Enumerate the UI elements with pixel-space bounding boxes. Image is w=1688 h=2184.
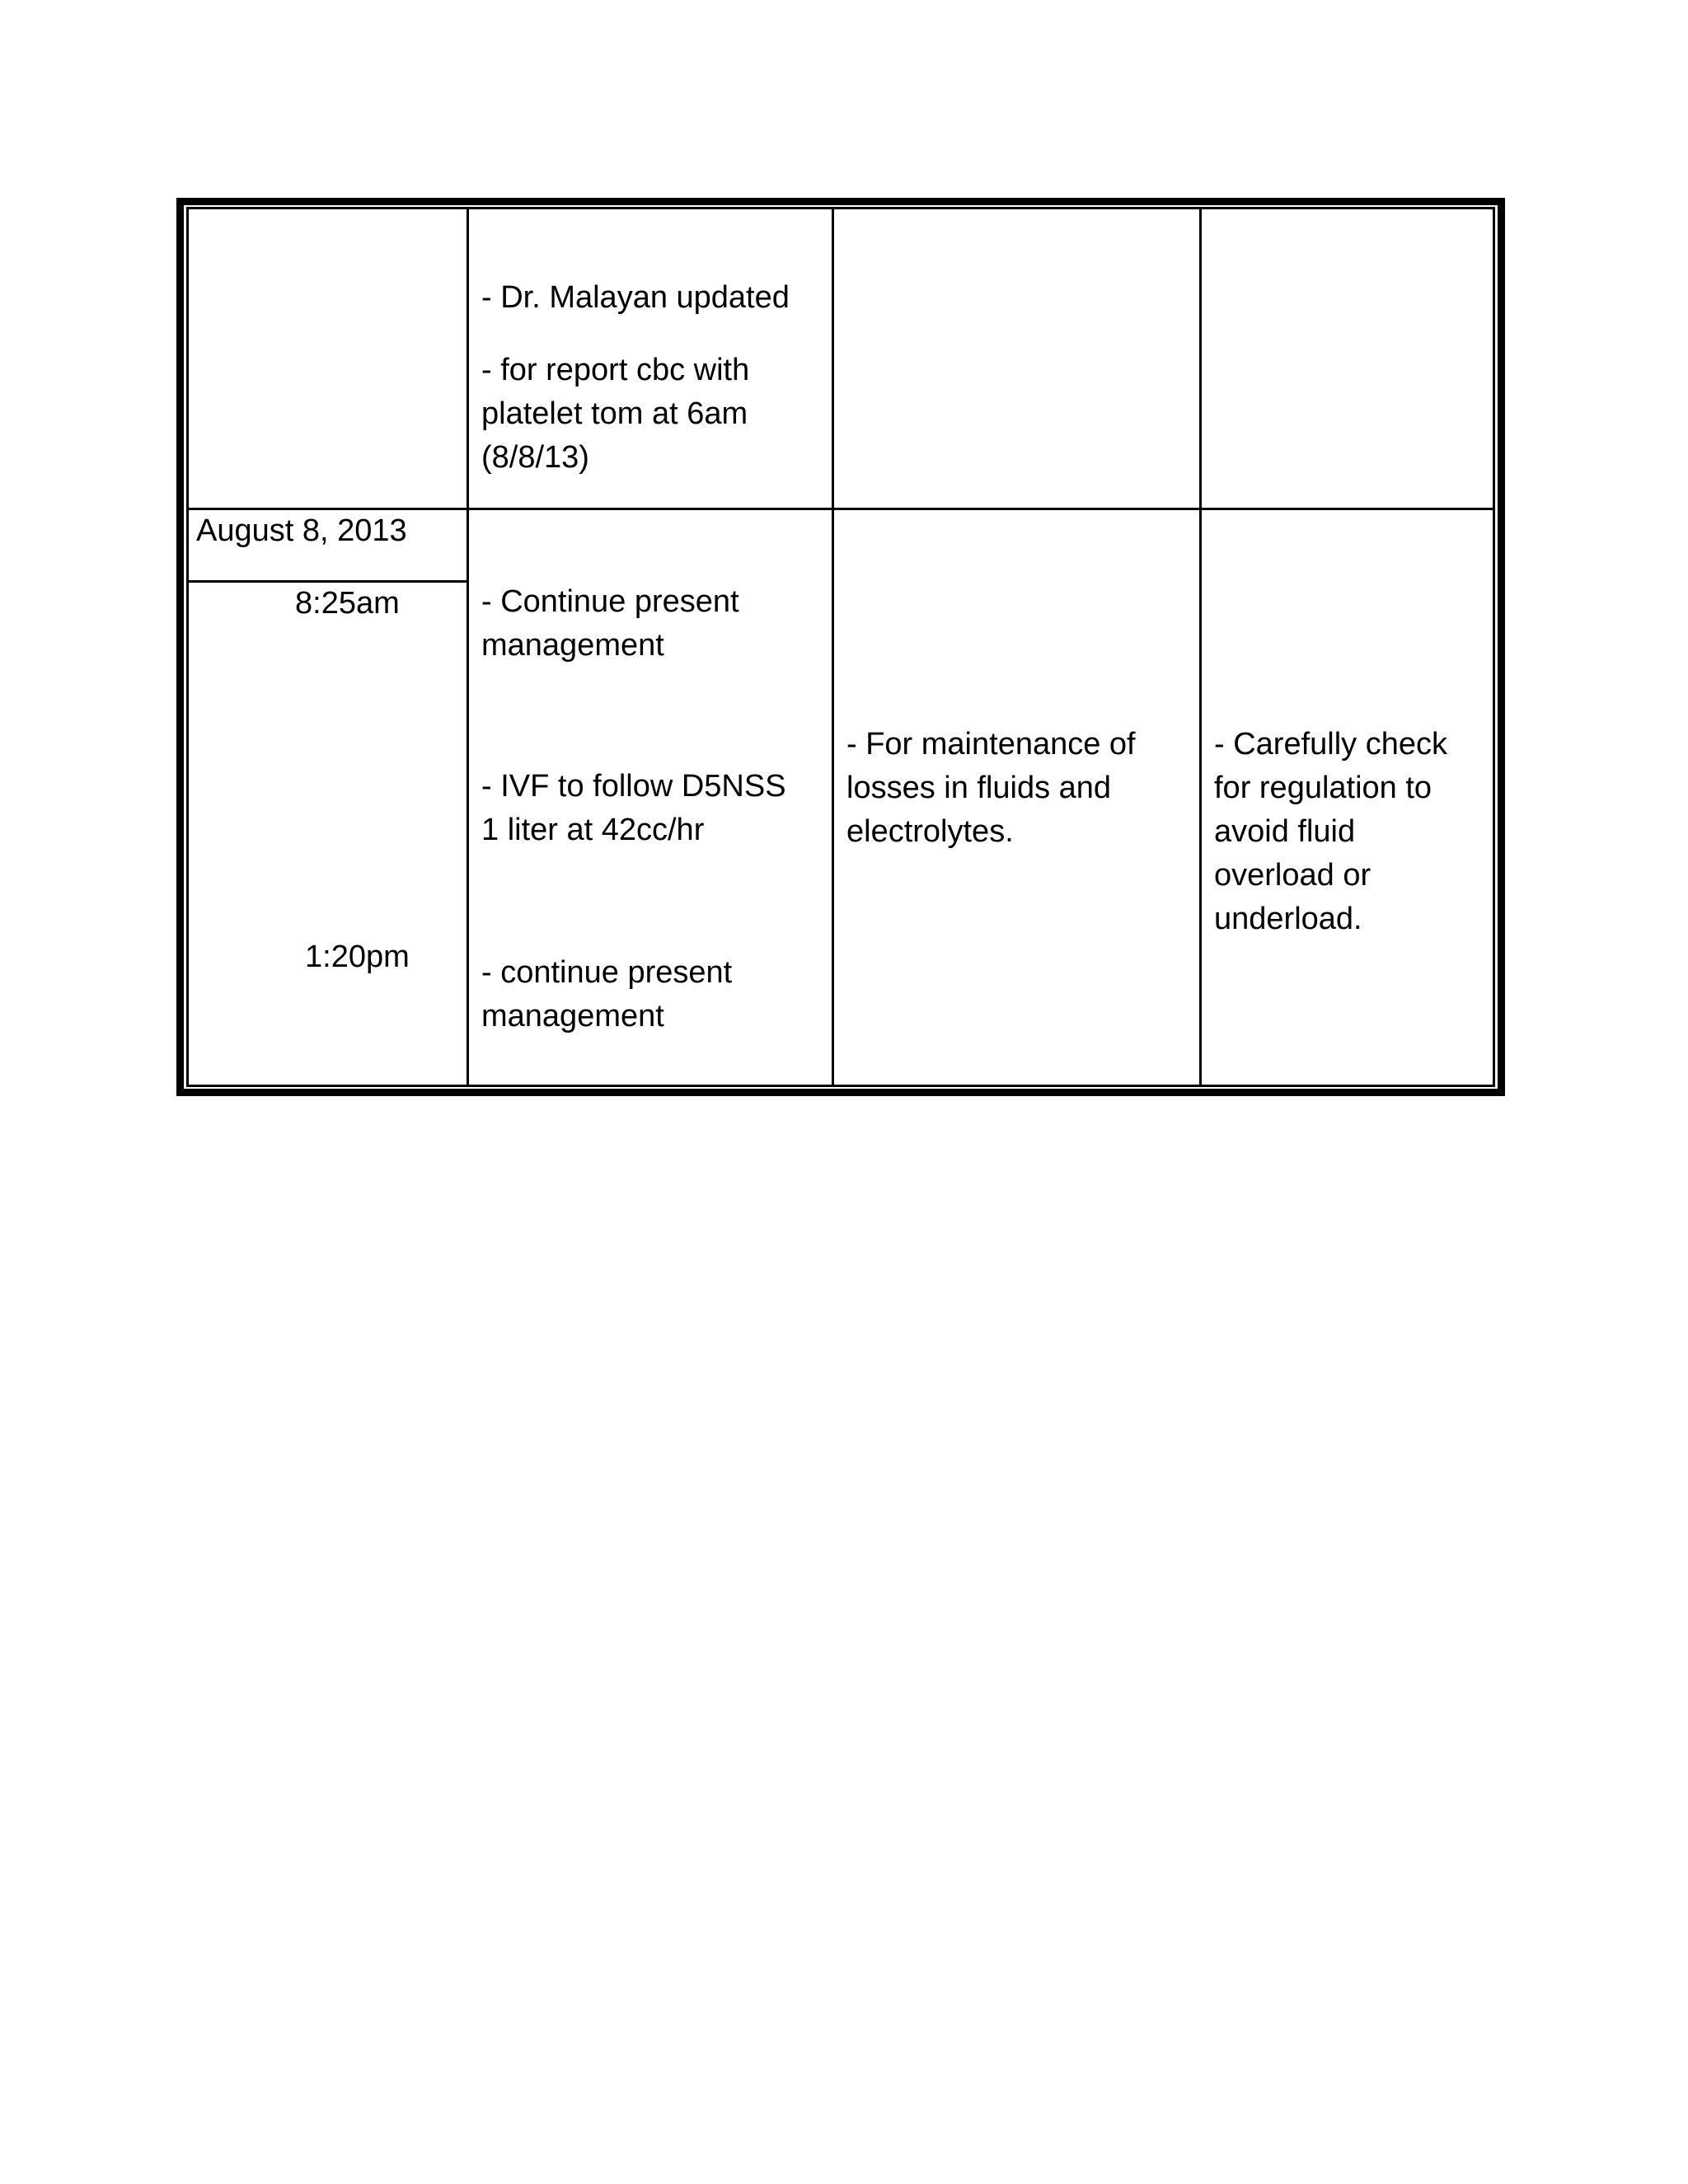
evaluation-line3: avoid fluid	[1214, 814, 1356, 849]
evaluation-line5: underload.	[1214, 902, 1362, 936]
entry-date: August 8, 2013	[196, 513, 407, 548]
intervention-continue2-line2: management	[481, 999, 664, 1033]
intervention-ivf-line1: - IVF to follow D5NSS	[481, 769, 786, 804]
intervention-continue-line2: management	[481, 628, 664, 663]
column-divider-1	[467, 207, 469, 1087]
entry-time-1: 8:25am	[295, 586, 400, 621]
note-dr-malayan-updated: - Dr. Malayan updated	[481, 280, 790, 315]
column-divider-3	[1199, 207, 1202, 1087]
note-cbc-report-line3: (8/8/13)	[481, 440, 589, 475]
note-cbc-report-line2: platelet tom at 6am	[481, 396, 748, 431]
rationale-line2: losses in fluids and	[846, 771, 1112, 805]
intervention-continue2-line1: - continue present	[481, 955, 733, 990]
entry-time-2: 1:20pm	[305, 940, 410, 974]
evaluation-line4: overload or	[1214, 858, 1372, 893]
evaluation-line2: for regulation to	[1214, 771, 1432, 805]
rationale-line1: - For maintenance of	[846, 727, 1136, 762]
rationale-line3: electrolytes.	[846, 814, 1014, 849]
intervention-ivf-line2: 1 liter at 42cc/hr	[481, 813, 705, 847]
column-divider-2	[832, 207, 834, 1087]
evaluation-line1: - Carefully check	[1214, 727, 1447, 762]
note-cbc-report-line1: - for report cbc with	[481, 353, 750, 387]
intervention-continue-line1: - Continue present	[481, 584, 739, 619]
